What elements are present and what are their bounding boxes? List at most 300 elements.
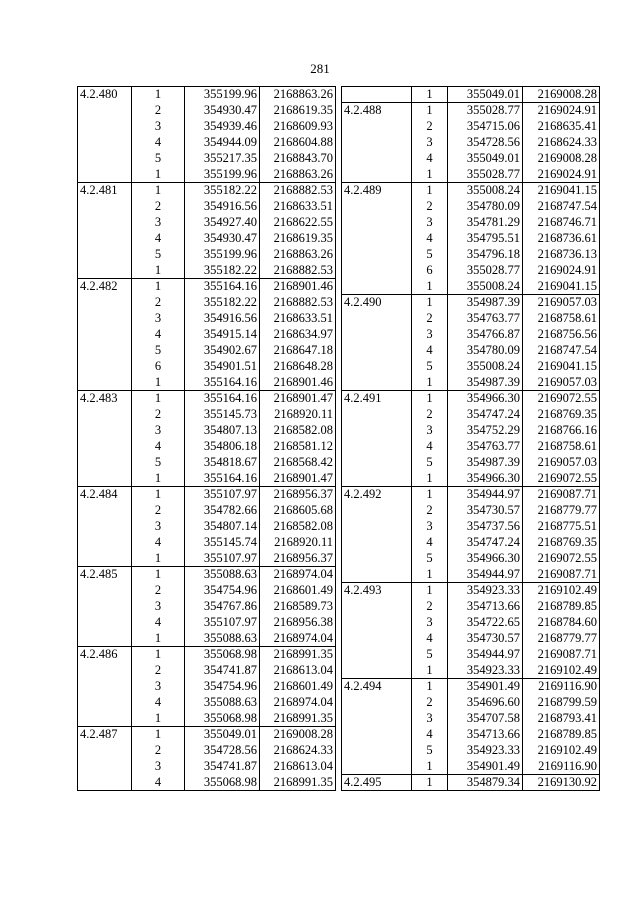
y-coordinate-cell: 2168779.77 (523, 631, 600, 647)
section-number-cell (342, 727, 412, 743)
point-number-cell: 5 (412, 647, 448, 663)
x-coordinate-cell: 355028.77 (448, 167, 523, 183)
y-coordinate-cell: 2168882.53 (260, 295, 336, 311)
point-number-cell: 1 (412, 279, 448, 295)
table-row (78, 695, 336, 711)
y-coordinate-cell: 2168758.61 (523, 311, 600, 327)
section-number-cell (342, 567, 412, 583)
x-coordinate-cell: 354722.65 (448, 615, 523, 631)
point-number-cell: 3 (132, 423, 185, 439)
point-number-cell: 3 (412, 327, 448, 343)
x-coordinate-cell: 354754.96 (185, 679, 260, 695)
x-coordinate-cell: 355068.98 (185, 647, 260, 663)
x-coordinate-cell: 355107.97 (185, 551, 260, 567)
section-number-cell: 4.2.495 (342, 775, 412, 791)
x-coordinate-cell: 354713.66 (448, 599, 523, 615)
section-number-cell (342, 711, 412, 727)
table-row (78, 311, 336, 327)
point-number-cell: 3 (412, 519, 448, 535)
point-number-cell: 2 (132, 199, 185, 215)
table-row (342, 695, 600, 711)
y-coordinate-cell: 2168582.08 (260, 519, 336, 535)
x-coordinate-cell: 354879.34 (448, 775, 523, 791)
x-coordinate-cell: 354763.77 (448, 439, 523, 455)
point-number-cell: 5 (412, 551, 448, 567)
x-coordinate-cell: 355049.01 (448, 151, 523, 167)
x-coordinate-cell: 354901.49 (448, 759, 523, 775)
table-row (78, 759, 336, 775)
section-number-cell (78, 103, 132, 119)
point-number-cell: 4 (132, 615, 185, 631)
point-number-cell: 1 (132, 727, 185, 743)
y-coordinate-cell: 2168601.49 (260, 583, 336, 599)
table-row (342, 279, 600, 295)
x-coordinate-cell: 354902.67 (185, 343, 260, 359)
point-number-cell: 5 (132, 455, 185, 471)
table-row (342, 407, 600, 423)
table-row (78, 535, 336, 551)
section-number-cell (78, 407, 132, 423)
x-coordinate-cell: 354713.66 (448, 727, 523, 743)
y-coordinate-cell: 2168613.04 (260, 663, 336, 679)
y-coordinate-cell: 2168793.41 (523, 711, 600, 727)
x-coordinate-cell: 355068.98 (185, 775, 260, 791)
point-number-cell: 3 (412, 615, 448, 631)
x-coordinate-cell: 354780.09 (448, 199, 523, 215)
x-coordinate-cell: 355199.96 (185, 87, 260, 103)
x-coordinate-cell: 354807.14 (185, 519, 260, 535)
table-row (78, 103, 336, 119)
y-coordinate-cell: 2168635.41 (523, 119, 600, 135)
section-number-cell (78, 263, 132, 279)
point-number-cell: 1 (412, 103, 448, 119)
point-number-cell: 1 (132, 551, 185, 567)
y-coordinate-cell: 2168633.51 (260, 199, 336, 215)
x-coordinate-cell: 355145.74 (185, 535, 260, 551)
section-number-cell (78, 199, 132, 215)
table-row (342, 263, 600, 279)
section-number-cell: 4.2.494 (342, 679, 412, 695)
y-coordinate-cell: 2168784.60 (523, 615, 600, 631)
y-coordinate-cell: 2168609.93 (260, 119, 336, 135)
y-coordinate-cell: 2168863.26 (260, 167, 336, 183)
table-row (78, 343, 336, 359)
table-row (78, 599, 336, 615)
y-coordinate-cell: 2168789.85 (523, 727, 600, 743)
table-row (78, 327, 336, 343)
point-number-cell: 2 (132, 663, 185, 679)
section-number-cell (342, 759, 412, 775)
section-number-cell (78, 743, 132, 759)
x-coordinate-cell: 354730.57 (448, 503, 523, 519)
table-row (342, 615, 600, 631)
x-coordinate-cell: 355182.22 (185, 295, 260, 311)
section-number-cell (78, 375, 132, 391)
point-number-cell: 1 (412, 87, 448, 103)
y-coordinate-cell: 2168779.77 (523, 503, 600, 519)
x-coordinate-cell: 355107.97 (185, 615, 260, 631)
section-number-cell: 4.2.482 (78, 279, 132, 295)
x-coordinate-cell: 354987.39 (448, 375, 523, 391)
y-coordinate-cell: 2168775.51 (523, 519, 600, 535)
table-row (342, 167, 600, 183)
point-number-cell: 1 (132, 487, 185, 503)
section-number-cell (342, 119, 412, 135)
section-number-cell (78, 583, 132, 599)
table-row (78, 199, 336, 215)
section-number-cell (78, 519, 132, 535)
table-row (342, 663, 600, 679)
x-coordinate-cell: 355164.16 (185, 375, 260, 391)
x-coordinate-cell: 355182.22 (185, 183, 260, 199)
x-coordinate-cell: 354987.39 (448, 295, 523, 311)
table-row (342, 423, 600, 439)
point-number-cell: 1 (132, 87, 185, 103)
y-coordinate-cell: 2168799.59 (523, 695, 600, 711)
section-number-cell (78, 327, 132, 343)
x-coordinate-cell: 355068.98 (185, 711, 260, 727)
x-coordinate-cell: 354728.56 (185, 743, 260, 759)
section-number-cell (78, 679, 132, 695)
table-row (78, 295, 336, 311)
section-number-cell (342, 535, 412, 551)
table-row (78, 647, 336, 663)
y-coordinate-cell: 2168756.56 (523, 327, 600, 343)
x-coordinate-cell: 354944.97 (448, 567, 523, 583)
section-number-cell (342, 663, 412, 679)
table-row (342, 519, 600, 535)
point-number-cell: 1 (132, 279, 185, 295)
section-number-cell: 4.2.484 (78, 487, 132, 503)
point-number-cell: 4 (412, 535, 448, 551)
point-number-cell: 3 (412, 215, 448, 231)
table-row (342, 503, 600, 519)
table-row (342, 343, 600, 359)
table-row (78, 679, 336, 695)
table-row (342, 103, 600, 119)
table-row (78, 183, 336, 199)
table-row (342, 583, 600, 599)
x-coordinate-cell: 355199.96 (185, 167, 260, 183)
section-number-cell (78, 503, 132, 519)
x-coordinate-cell: 354728.56 (448, 135, 523, 151)
section-number-cell (78, 151, 132, 167)
point-number-cell: 1 (132, 391, 185, 407)
table-row (342, 391, 600, 407)
section-number-cell (78, 311, 132, 327)
section-number-cell (342, 615, 412, 631)
x-coordinate-cell: 354696.60 (448, 695, 523, 711)
section-number-cell (342, 215, 412, 231)
point-number-cell: 2 (412, 199, 448, 215)
section-number-cell (78, 663, 132, 679)
x-coordinate-cell: 354966.30 (448, 471, 523, 487)
y-coordinate-cell: 2168605.68 (260, 503, 336, 519)
y-coordinate-cell: 2168863.26 (260, 247, 336, 263)
point-number-cell: 2 (132, 295, 185, 311)
point-number-cell: 4 (412, 727, 448, 743)
x-coordinate-cell: 354901.49 (448, 679, 523, 695)
point-number-cell: 5 (132, 151, 185, 167)
section-number-cell (78, 615, 132, 631)
point-number-cell: 4 (412, 343, 448, 359)
y-coordinate-cell: 2168648.28 (260, 359, 336, 375)
table-row (78, 231, 336, 247)
section-number-cell (342, 167, 412, 183)
x-coordinate-cell: 354715.06 (448, 119, 523, 135)
x-coordinate-cell: 355049.01 (448, 87, 523, 103)
table-row (342, 327, 600, 343)
y-coordinate-cell: 2168766.16 (523, 423, 600, 439)
point-number-cell: 3 (132, 519, 185, 535)
y-coordinate-cell: 2169041.15 (523, 359, 600, 375)
section-number-cell (78, 343, 132, 359)
section-number-cell (78, 215, 132, 231)
y-coordinate-cell: 2168863.26 (260, 87, 336, 103)
x-coordinate-cell: 354923.33 (448, 583, 523, 599)
section-number-cell: 4.2.486 (78, 647, 132, 663)
point-number-cell: 4 (412, 151, 448, 167)
table-row (78, 279, 336, 295)
table-row (78, 167, 336, 183)
point-number-cell: 4 (132, 327, 185, 343)
x-coordinate-cell: 354781.29 (448, 215, 523, 231)
section-number-cell: 4.2.488 (342, 103, 412, 119)
table-row (78, 423, 336, 439)
point-number-cell: 1 (412, 775, 448, 791)
y-coordinate-cell: 2168613.04 (260, 759, 336, 775)
x-coordinate-cell: 355164.16 (185, 391, 260, 407)
table-row (78, 487, 336, 503)
y-coordinate-cell: 2169041.15 (523, 183, 600, 199)
y-coordinate-cell: 2169024.91 (523, 103, 600, 119)
x-coordinate-cell: 354763.77 (448, 311, 523, 327)
table-row (78, 391, 336, 407)
y-coordinate-cell: 2168974.04 (260, 567, 336, 583)
y-coordinate-cell: 2168920.11 (260, 407, 336, 423)
point-number-cell: 2 (412, 503, 448, 519)
y-coordinate-cell: 2168769.35 (523, 407, 600, 423)
x-coordinate-cell: 355088.63 (185, 567, 260, 583)
x-coordinate-cell: 354923.33 (448, 663, 523, 679)
section-number-cell (342, 455, 412, 471)
point-number-cell: 1 (132, 183, 185, 199)
table-row (342, 759, 600, 775)
point-number-cell: 3 (132, 759, 185, 775)
table-row (78, 583, 336, 599)
x-coordinate-cell: 355107.97 (185, 487, 260, 503)
x-coordinate-cell: 354754.96 (185, 583, 260, 599)
x-coordinate-cell: 354966.30 (448, 391, 523, 407)
y-coordinate-cell: 2168747.54 (523, 343, 600, 359)
y-coordinate-cell: 2168991.35 (260, 711, 336, 727)
y-coordinate-cell: 2168974.04 (260, 695, 336, 711)
x-coordinate-cell: 354795.51 (448, 231, 523, 247)
table-row (78, 615, 336, 631)
x-coordinate-cell: 354966.30 (448, 551, 523, 567)
table-row (78, 663, 336, 679)
table-row (342, 215, 600, 231)
section-number-cell (342, 439, 412, 455)
y-coordinate-cell: 2168582.08 (260, 423, 336, 439)
table-row (342, 311, 600, 327)
y-coordinate-cell: 2168647.18 (260, 343, 336, 359)
section-number-cell (78, 711, 132, 727)
section-number-cell (342, 359, 412, 375)
point-number-cell: 1 (132, 711, 185, 727)
x-coordinate-cell: 355008.24 (448, 279, 523, 295)
y-coordinate-cell: 2168746.71 (523, 215, 600, 231)
section-number-cell (342, 695, 412, 711)
table-row (342, 679, 600, 695)
x-coordinate-cell: 354767.86 (185, 599, 260, 615)
y-coordinate-cell: 2169116.90 (523, 679, 600, 695)
section-number-cell (342, 135, 412, 151)
section-number-cell (342, 647, 412, 663)
y-coordinate-cell: 2168956.38 (260, 615, 336, 631)
point-number-cell: 2 (412, 119, 448, 135)
x-coordinate-cell: 354747.24 (448, 407, 523, 423)
point-number-cell: 4 (132, 695, 185, 711)
point-number-cell: 3 (412, 135, 448, 151)
x-coordinate-cell: 354730.57 (448, 631, 523, 647)
table-row (342, 359, 600, 375)
point-number-cell: 1 (412, 663, 448, 679)
table-row (342, 775, 600, 791)
section-number-cell: 4.2.481 (78, 183, 132, 199)
section-number-cell (342, 311, 412, 327)
section-number-cell (342, 327, 412, 343)
y-coordinate-cell: 2168769.35 (523, 535, 600, 551)
x-coordinate-cell: 354737.56 (448, 519, 523, 535)
section-number-cell (78, 631, 132, 647)
table-row (342, 151, 600, 167)
x-coordinate-cell: 355164.16 (185, 279, 260, 295)
point-number-cell: 1 (412, 759, 448, 775)
point-number-cell: 5 (412, 247, 448, 263)
x-coordinate-cell: 354939.46 (185, 119, 260, 135)
y-coordinate-cell: 2168589.73 (260, 599, 336, 615)
point-number-cell: 3 (132, 679, 185, 695)
point-number-cell: 1 (132, 567, 185, 583)
section-number-cell (78, 135, 132, 151)
point-number-cell: 1 (132, 647, 185, 663)
table-row (342, 87, 600, 103)
table-row (78, 743, 336, 759)
table-row (342, 535, 600, 551)
x-coordinate-cell: 354752.29 (448, 423, 523, 439)
point-number-cell: 5 (132, 247, 185, 263)
point-number-cell: 1 (412, 391, 448, 407)
section-number-cell (78, 167, 132, 183)
point-number-cell: 3 (132, 119, 185, 135)
table-row (78, 151, 336, 167)
x-coordinate-cell: 354807.13 (185, 423, 260, 439)
y-coordinate-cell: 2168622.55 (260, 215, 336, 231)
y-coordinate-cell: 2168736.61 (523, 231, 600, 247)
table-row (78, 359, 336, 375)
x-coordinate-cell: 355088.63 (185, 695, 260, 711)
x-coordinate-cell: 355008.24 (448, 359, 523, 375)
section-number-cell (342, 423, 412, 439)
x-coordinate-cell: 354747.24 (448, 535, 523, 551)
y-coordinate-cell: 2169008.28 (260, 727, 336, 743)
point-number-cell: 2 (132, 743, 185, 759)
x-coordinate-cell: 355049.01 (185, 727, 260, 743)
y-coordinate-cell: 2168956.37 (260, 487, 336, 503)
section-number-cell (78, 231, 132, 247)
x-coordinate-cell: 355008.24 (448, 183, 523, 199)
point-number-cell: 3 (412, 711, 448, 727)
y-coordinate-cell: 2169072.55 (523, 391, 600, 407)
point-number-cell: 2 (132, 503, 185, 519)
point-number-cell: 5 (412, 743, 448, 759)
table-row (78, 263, 336, 279)
section-number-cell: 4.2.491 (342, 391, 412, 407)
x-coordinate-cell: 355199.96 (185, 247, 260, 263)
x-coordinate-cell: 355028.77 (448, 103, 523, 119)
y-coordinate-cell: 2168758.61 (523, 439, 600, 455)
y-coordinate-cell: 2168568.42 (260, 455, 336, 471)
point-number-cell: 1 (132, 631, 185, 647)
point-number-cell: 1 (412, 679, 448, 695)
point-number-cell: 3 (132, 215, 185, 231)
x-coordinate-cell: 355145.73 (185, 407, 260, 423)
section-number-cell (78, 295, 132, 311)
y-coordinate-cell: 2168624.33 (260, 743, 336, 759)
y-coordinate-cell: 2168974.04 (260, 631, 336, 647)
section-number-cell: 4.2.480 (78, 87, 132, 103)
section-number-cell (78, 439, 132, 455)
point-number-cell: 1 (412, 167, 448, 183)
y-coordinate-cell: 2169102.49 (523, 663, 600, 679)
point-number-cell: 1 (132, 471, 185, 487)
table-row (342, 199, 600, 215)
section-number-cell (342, 375, 412, 391)
y-coordinate-cell: 2169072.55 (523, 551, 600, 567)
x-coordinate-cell: 354916.56 (185, 311, 260, 327)
y-coordinate-cell: 2168991.35 (260, 775, 336, 791)
table-row (342, 439, 600, 455)
table-row (78, 567, 336, 583)
y-coordinate-cell: 2168736.13 (523, 247, 600, 263)
y-coordinate-cell: 2168956.37 (260, 551, 336, 567)
table-row (342, 471, 600, 487)
y-coordinate-cell: 2168604.88 (260, 135, 336, 151)
x-coordinate-cell: 354915.14 (185, 327, 260, 343)
y-coordinate-cell: 2169072.55 (523, 471, 600, 487)
point-number-cell: 4 (132, 439, 185, 455)
x-coordinate-cell: 354707.58 (448, 711, 523, 727)
table-row (342, 135, 600, 151)
coordinates-table-left (77, 86, 336, 791)
y-coordinate-cell: 2169087.71 (523, 567, 600, 583)
point-number-cell: 6 (412, 263, 448, 279)
x-coordinate-cell: 354916.56 (185, 199, 260, 215)
table-row (342, 647, 600, 663)
table-row (342, 487, 600, 503)
x-coordinate-cell: 354741.87 (185, 759, 260, 775)
x-coordinate-cell: 354818.67 (185, 455, 260, 471)
x-coordinate-cell: 354987.39 (448, 455, 523, 471)
section-number-cell (342, 279, 412, 295)
table-row (78, 711, 336, 727)
x-coordinate-cell: 354927.40 (185, 215, 260, 231)
section-number-cell (78, 359, 132, 375)
table-row (342, 743, 600, 759)
x-coordinate-cell: 354806.18 (185, 439, 260, 455)
table-row (78, 375, 336, 391)
